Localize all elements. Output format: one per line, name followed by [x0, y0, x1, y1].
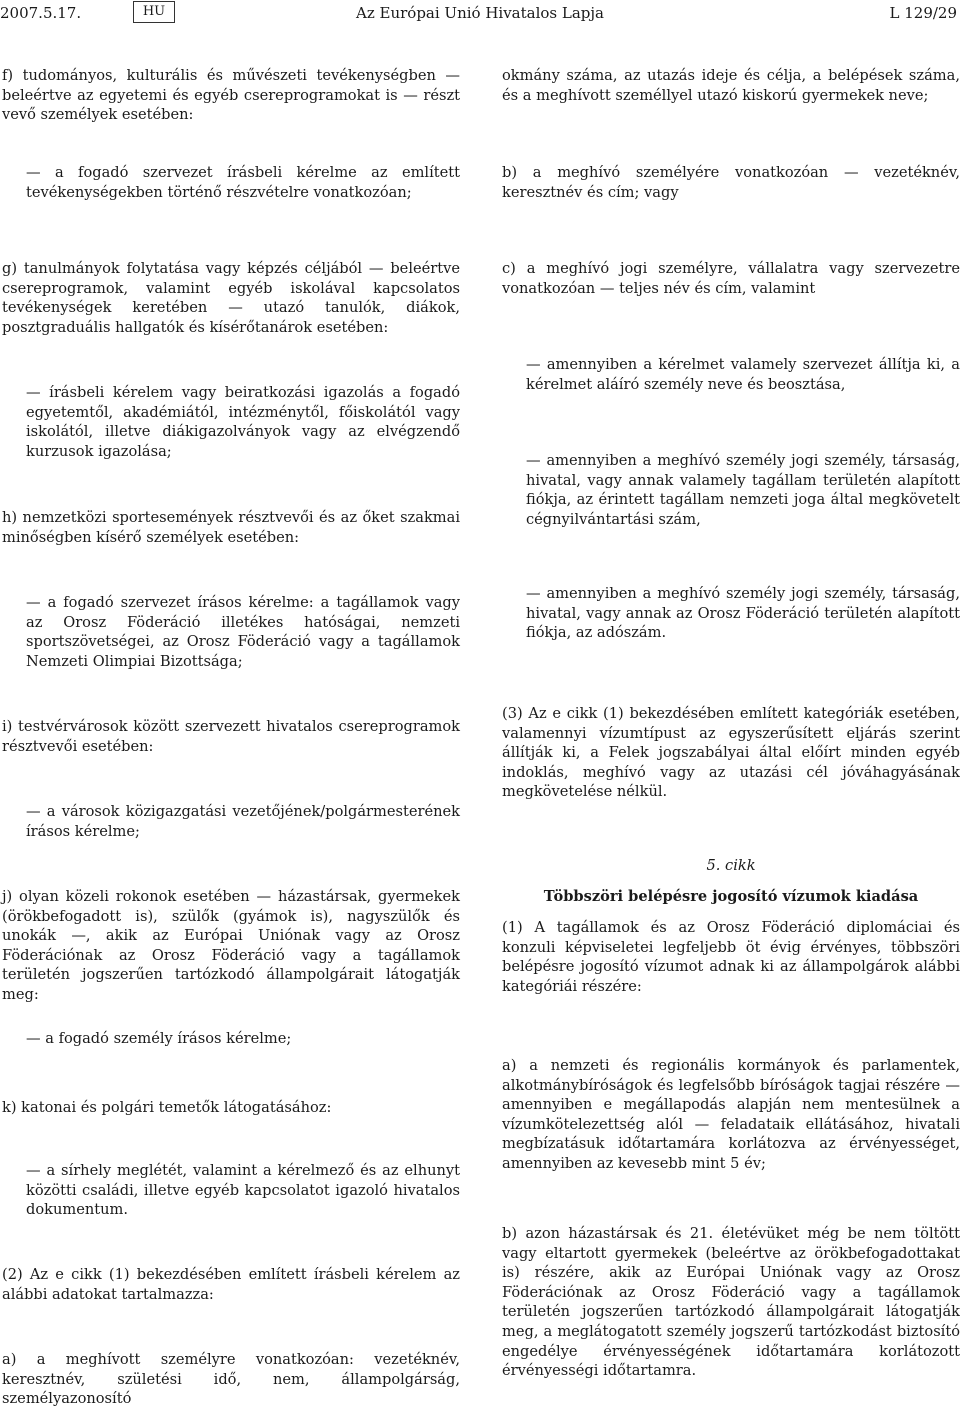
language-badge: HU [133, 1, 175, 23]
item-k: k) katonai és polgári temetők látogatásához: [2, 1099, 332, 1116]
item-c-dash-3: — amennyiben a meghívó személy jogi személy, társaság, hivatal, vagy annak az Orosz Föderáció területén alapított fiókja, az adószám. [526, 585, 960, 642]
page-number: L 129/29 [889, 4, 957, 22]
item-f-dash: — a fogadó szervezet írásbeli kérelme az említett tevékenységekben történő részvételre vonatkozóan; [26, 164, 460, 201]
publication-date: 2007.5.17. [0, 4, 82, 22]
item-b: b) a meghívó személyére vonatkozóan — vezetéknév, keresztnév és cím; vagy [502, 164, 960, 201]
item-c: c) a meghívó jogi személyre, vállalatra vagy szervezetre vonatkozóan — teljes név és cím, valamint [502, 260, 960, 297]
article-title: Többszöri belépésre jogosító vízumok kiadása [543, 888, 919, 905]
item-f: f) tudományos, kulturális és művészeti tevékenységben — beleértve az egyetemi és egyéb csereprogramokat is — részt vevő személyek esetében: [2, 67, 460, 124]
article-number: 5. cikk [706, 857, 756, 874]
journal-title: Az Európai Unió Hivatalos Lapja [356, 4, 604, 22]
item-c-dash-1: — amennyiben a kérelmet valamely szervezet állítja ki, a kérelmet aláíró személy neve és beosztása, [526, 356, 960, 393]
paragraph-3: (3) Az e cikk (1) bekezdésében említett kategóriák esetében, valamennyi vízumtípust az egyszerűsített eljárás szerint állítják ki, a Felek jogszabályai által előírt minden egyéb indoklás, meghívó vagy az utazási cél jóváhagyásának megkövetelése nélkül. [502, 705, 960, 801]
item-g: g) tanulmányok folytatása vagy képzés céljából — beleértve csereprogramok, valamint egyéb iskolával kapcsolatos tevékenységek keretében — utazó tanulók, diákok, posztgraduális hallgatók és kísérőtanárok esetében: [2, 260, 460, 336]
page-header [0, 0, 960, 30]
item-h-dash: — a fogadó szervezet írásos kérelme: a tagállamok vagy az Orosz Föderáció illetékes hatóságai, nemzeti sportszövetségei, az Orosz Föderáció vagy a tagállamok Nemzeti Olimpiai Bizottsága; [26, 594, 460, 670]
item-j: j) olyan közeli rokonok esetében — házastársak, gyermekek (örökbefogadott is), szülők (gyámok is), nagyszülők és unokák —, akik az Európai Uniónak vagy az Orosz Föderációnak az Orosz Föderáció vagy a tagállamok területén jogszerűen tartózkodó állampolgárait látogatják meg: [2, 888, 460, 1003]
item-k-dash: — a sírhely meglétét, valamint a kérelmező és az elhunyt közötti családi, illetve egyéb kapcsolatot igazoló hivatalos dokumentum. [26, 1162, 460, 1219]
item-a2: a) a nemzeti és regionális kormányok és parlamentek, alkotmánybíróságok és legfelsőbb bíróságok tagjai részére — amennyiben e megállapodás alapján nem mentesülnek a vízumkötelezettség alól — feladataik ellátásához, hivatali megbízatásuk időtartamára korlátozva az érvényességet, amennyiben az kevesebb mint 5 év; [502, 1057, 960, 1172]
item-i-dash: — a városok közigazgatási vezetőjének/polgármesterének írásos kérelme; [26, 803, 460, 840]
item-b2: b) azon házastársak és 21. életévüket még be nem töltött vagy eltartott gyermekek (beleértve az örökbefogadottakat is) részére, akik az Európai Uniónak vagy az Orosz Föderációnak az Orosz Föderáció vagy a tagállamok területén jogszerűen tartózkodó állampolgárait látogatják meg, a meglátogatott személy jogszerű tartózkodást biztosító engedélye érvényességének időtartamára korlátozott érvényességi időtartamra. [502, 1225, 960, 1380]
paragraph-1: (1) A tagállamok és az Orosz Föderáció diplomáciai és konzuli képviseletei legfeljebb öt évig érvényes, többszöri belépésre jogosító vízumot adnak ki az állampolgárok alábbi kategóriái részére: [502, 919, 960, 995]
item-c-dash-2: — amennyiben a meghívó személy jogi személy, társaság, hivatal, vagy annak valamely tagállam területén alapított fiókja, az érintett tagállam nemzeti joga által megkövetelt cégnyilvántartási szám, [526, 452, 960, 528]
item-i: i) testvérvárosok között szervezett hivatalos csereprogramok résztvevői esetében: [2, 718, 460, 755]
item-j-dash: — a fogadó személy írásos kérelme; [26, 1030, 292, 1047]
item-a: a) a meghívott személyre vonatkozóan: vezetéknév, keresztnév, születési idő, nem, állampolgárság, személyazonosító [2, 1351, 460, 1408]
item-a-continued: okmány száma, az utazás ideje és célja, a belépések száma, és a meghívott személlyel utazó kiskorú gyermekek neve; [502, 67, 960, 104]
item-h: h) nemzetközi sportesemények résztvevői és az őket szakmai minőségben kísérő személyek esetében: [2, 509, 460, 546]
item-g-dash: — írásbeli kérelem vagy beiratkozási igazolás a fogadó egyetemtől, akadémiától, intézménytől, főiskolától vagy iskolától, illetve diákigazolványok vagy az elvégzendő kurzusok igazolása; [26, 384, 460, 460]
paragraph-2: (2) Az e cikk (1) bekezdésében említett írásbeli kérelem az alábbi adatokat tartalmazza: [2, 1266, 460, 1303]
